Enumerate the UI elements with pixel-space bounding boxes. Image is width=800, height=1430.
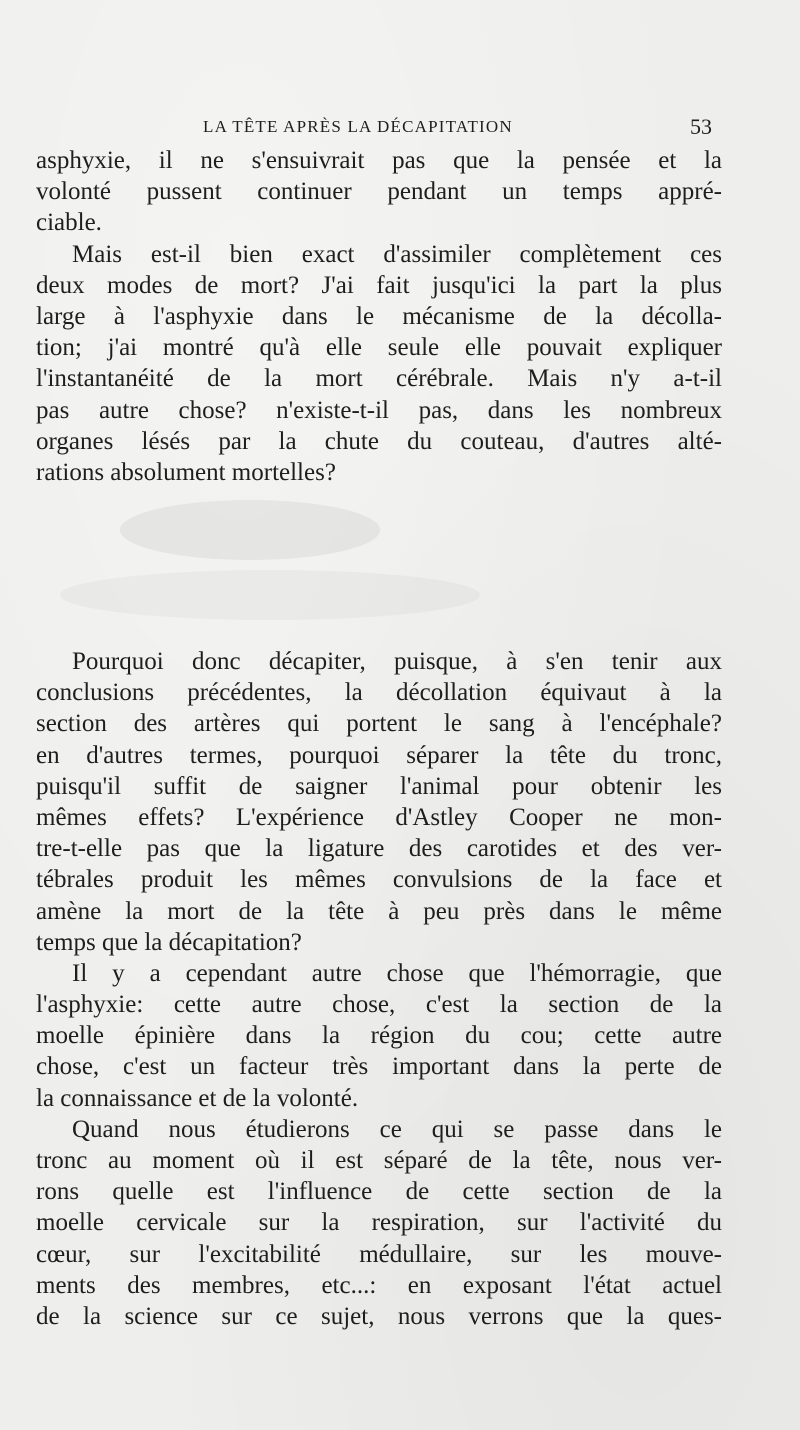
text-line: organes lésés par la chute du couteau, d'autres alté- bbox=[36, 427, 722, 455]
paper-smudge bbox=[120, 500, 380, 560]
text-line: pas autre chose? n'existe-t-il pas, dans les nombreux bbox=[36, 396, 722, 424]
page-number: 53 bbox=[690, 114, 712, 139]
text-line: cœur, sur l'excitabilité médullaire, sur les mouve- bbox=[36, 1240, 722, 1268]
paper-smudge bbox=[60, 570, 480, 620]
running-title: LA TÊTE APRÈS LA DÉCAPITATION bbox=[203, 117, 513, 136]
text-line: temps que la décapitation? bbox=[36, 928, 302, 956]
text-line: tre-t-elle pas que la ligature des carotides et des ver- bbox=[36, 835, 722, 863]
text-line: moelle cervicale sur la respiration, sur l'activité du bbox=[36, 1209, 722, 1237]
text-line: section des artères qui portent le sang à l'encéphale? bbox=[36, 710, 722, 738]
text-line: tronc au moment où il est séparé de la tête, nous ver- bbox=[36, 1147, 722, 1174]
text-line: asphyxie, il ne s'ensuivrait pas que la pensée et la bbox=[36, 147, 722, 174]
text-line: rations absolument mortelles? bbox=[36, 458, 336, 486]
text-line: Quand nous étudierons ce qui se passe dans le bbox=[72, 1115, 722, 1143]
text-line: volonté pussent continuer pendant un temps appré- bbox=[36, 178, 722, 206]
text-line: ciable. bbox=[36, 209, 102, 237]
text-line: amène la mort de la tête à peu près dans le même bbox=[36, 897, 722, 925]
text-line: rons quelle est l'influence de cette section de la bbox=[36, 1178, 722, 1206]
text-block-top bbox=[36, 145, 722, 488]
text-line: l'instantanéité de la mort cérébrale. Mais n'y a-t-il bbox=[36, 365, 722, 393]
text-line: Pourquoi donc décapiter, puisque, à s'en tenir aux bbox=[72, 648, 722, 675]
text-block-bottom bbox=[36, 646, 722, 1332]
text-line: chose, c'est un facteur très important dans la perte de bbox=[36, 1053, 722, 1081]
text-line: de la science sur ce sujet, nous verrons que la ques- bbox=[36, 1302, 722, 1330]
text-line: ments des membres, etc...: en exposant l'état actuel bbox=[36, 1271, 722, 1299]
text-line: tion; j'ai montré qu'à elle seule elle pouvait expliquer bbox=[36, 334, 722, 362]
text-line: conclusions précédentes, la décollation équivaut à la bbox=[36, 679, 722, 707]
text-line: tébrales produit les mêmes convulsions de la face et bbox=[36, 866, 722, 894]
text-line: deux modes de mort? J'ai fait jusqu'ici la part la plus bbox=[36, 271, 722, 299]
page-header bbox=[0, 113, 800, 141]
text-line: mêmes effets? L'expérience d'Astley Cooper ne mon- bbox=[36, 803, 722, 831]
text-line: la connaissance et de la volonté. bbox=[36, 1084, 359, 1112]
text-line: Mais est-il bien exact d'assimiler complètement ces bbox=[72, 240, 722, 268]
text-line: Il y a cependant autre chose que l'hémorragie, que bbox=[72, 959, 722, 987]
text-line: l'asphyxie: cette autre chose, c'est la section de la bbox=[36, 991, 722, 1019]
text-line: moelle épinière dans la région du cou; cette autre bbox=[36, 1022, 722, 1050]
text-line: en d'autres termes, pourquoi séparer la tête du tronc, bbox=[36, 741, 722, 769]
text-line: puisqu'il suffit de saigner l'animal pour obtenir les bbox=[36, 772, 722, 800]
text-line: large à l'asphyxie dans le mécanisme de la décolla- bbox=[36, 302, 722, 330]
